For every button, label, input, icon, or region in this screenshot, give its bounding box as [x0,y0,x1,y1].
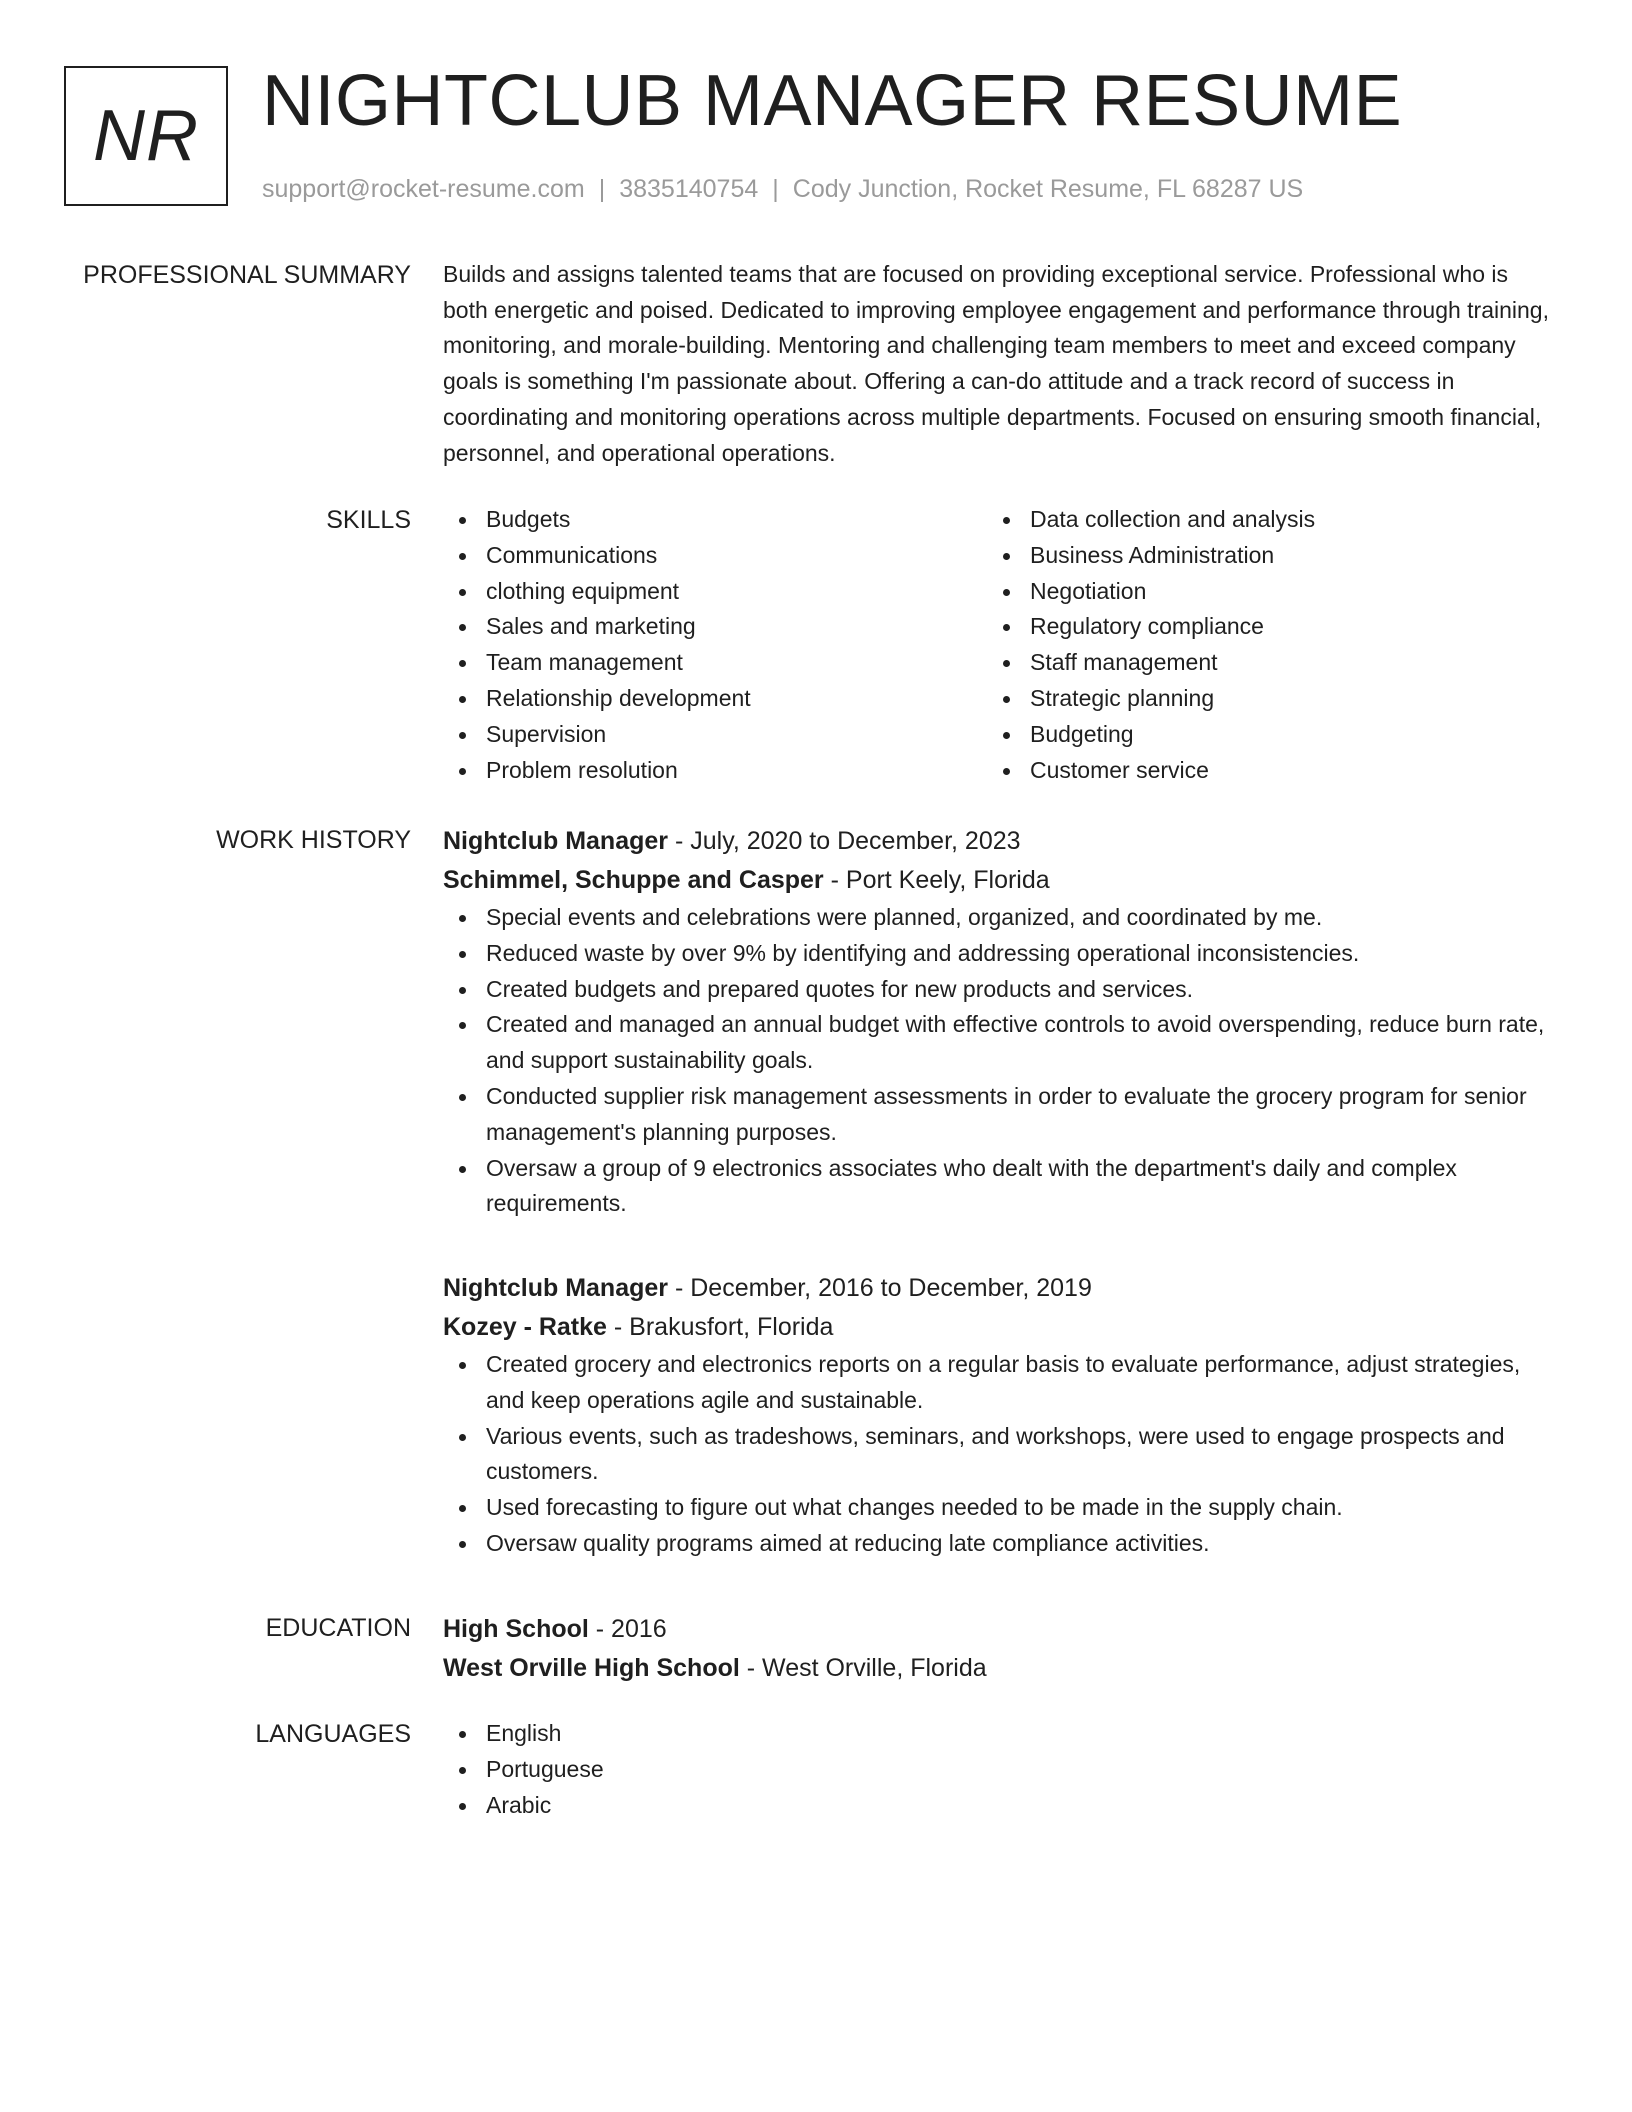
section-label: SKILLS [326,506,411,534]
job-entry [443,822,1553,1222]
job-company: Schimmel, Schuppe and Casper [443,866,824,894]
job-bullet: Used forecasting to figure out what changes needed to be made in the supply chain. [443,1490,1553,1526]
job-title-line [443,1269,1553,1308]
contact-separator: | [772,175,779,203]
job-bullet: Oversaw a group of 9 electronics associates who dealt with the department's daily and complex requirements. [443,1151,1553,1223]
skill-item: Negotiation [987,574,1531,610]
skills-list-right [987,502,1531,788]
skill-item: Team management [443,645,987,681]
job-company-line [443,861,1553,900]
job-bullets [443,900,1553,1222]
contact-address: Cody Junction, Rocket Resume, FL 68287 US [792,175,1304,203]
skills-list-left [443,502,987,788]
job-title: Nightclub Manager [443,827,669,855]
monogram-box [64,66,228,206]
section-body [443,257,1553,471]
job-dates: - December, 2016 to December, 2019 [668,1274,1092,1302]
language-item: Portuguese [443,1752,1553,1788]
language-item: English [443,1716,1553,1752]
job-entry [443,1269,1553,1562]
skill-item: Sales and marketing [443,609,987,645]
skill-item: Communications [443,538,987,574]
contact-line [262,174,1303,204]
section-label: WORK HISTORY [216,826,411,854]
job-bullets [443,1347,1553,1562]
contact-email: support@rocket-resume.com [262,175,585,203]
monogram-initials: NR [93,96,199,176]
job-location: - Port Keely, Florida [823,866,1050,894]
skill-item: Supervision [443,717,987,753]
job-bullet: Created grocery and electronics reports on a regular basis to evaluate performance, adjust strategies, and keep operations agile and sustainable. [443,1347,1553,1419]
skill-item: Business Administration [987,538,1531,574]
skill-item: Problem resolution [443,753,987,789]
education-location: - West Orville, Florida [739,1654,987,1682]
skill-item: Regulatory compliance [987,609,1531,645]
job-title: Nightclub Manager [443,1274,669,1302]
skill-item: Strategic planning [987,681,1531,717]
job-company: Kozey - Ratke [443,1313,607,1341]
section-body [443,822,1553,1222]
job-bullet: Created and managed an annual budget with effective controls to avoid overspending, reduce burn rate, and support sustainability goals. [443,1007,1553,1079]
languages-list [443,1716,1553,1823]
job-bullet: Created budgets and prepared quotes for new products and services. [443,972,1553,1008]
section-body [443,502,1553,788]
job-bullet: Conducted supplier risk management assessments in order to evaluate the grocery program for senior management's planning purposes. [443,1079,1553,1151]
education-degree: High School [443,1615,589,1643]
skill-item: Staff management [987,645,1531,681]
job-bullet: Various events, such as tradeshows, seminars, and workshops, were used to engage prospects and customers. [443,1419,1553,1491]
skill-item: clothing equipment [443,574,987,610]
section-body [443,1269,1553,1562]
job-company-line [443,1308,1553,1347]
education-school-line [443,1649,1553,1688]
summary-text: Builds and assigns talented teams that are focused on providing exceptional service. Professional who is both energetic and poised. Dedicated to improving employee engagement and performance through training, monitoring, and morale-building. Mentoring and challenging team members to meet and exceed company goals is something I'm passionate about. Offering a can-do attitude and a track record of success in coordinating and monitoring operations across multiple departments. Focused on ensuring smooth financial, personnel, and operational operations. [443,261,1549,466]
language-item: Arabic [443,1788,1553,1824]
job-dates: - July, 2020 to December, 2023 [668,827,1021,855]
section-label: PROFESSIONAL SUMMARY [83,261,411,289]
education-year: - 2016 [588,1615,667,1643]
skill-item: Relationship development [443,681,987,717]
skill-item: Data collection and analysis [987,502,1531,538]
contact-separator: | [598,175,606,203]
contact-phone: 3835140754 [619,175,759,203]
job-bullet: Reduced waste by over 9% by identifying and addressing operational inconsistencies. [443,936,1553,972]
job-bullet: Oversaw quality programs aimed at reducing late compliance activities. [443,1526,1553,1562]
section-body [443,1610,1553,1688]
skill-item: Budgets [443,502,987,538]
skill-item: Customer service [987,753,1531,789]
resume-title: NIGHTCLUB MANAGER RESUME [262,61,1403,141]
education-school: West Orville High School [443,1654,740,1682]
job-location: - Brakusfort, Florida [606,1313,834,1341]
section-label: LANGUAGES [255,1720,411,1748]
job-bullet: Special events and celebrations were planned, organized, and coordinated by me. [443,900,1553,936]
section-body [443,1716,1553,1823]
job-title-line [443,822,1553,861]
skills-columns [443,502,1553,788]
section-label: EDUCATION [265,1614,411,1642]
education-degree-line [443,1610,1553,1649]
skill-item: Budgeting [987,717,1531,753]
